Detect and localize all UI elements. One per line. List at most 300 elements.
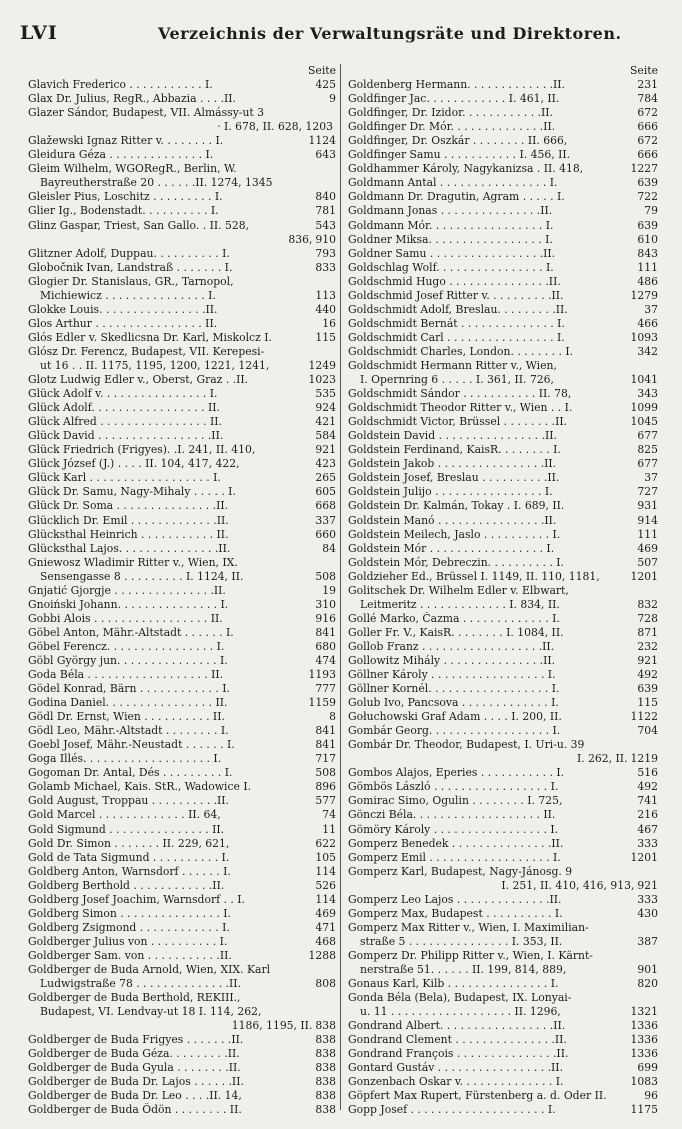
entry-text: Gontard Gustáv . . . . . . . . . . . . . . . . .II.	[348, 1061, 564, 1075]
entry-page: 793	[315, 246, 336, 260]
entry-text: Gönczi Béla. . . . . . . . . . . . . . . . . . . II.	[348, 808, 556, 822]
index-entry	[28, 808, 336, 822]
index-entry	[348, 935, 658, 949]
entry-text: Goldberger de Buda Gyula . . . . . . . .II.	[28, 1061, 241, 1075]
entry-text: Gödl Leo, Mähr.-Altstadt . . . . . . . . I.	[28, 724, 229, 738]
entry-page: 508	[315, 766, 336, 780]
index-entry	[348, 640, 658, 654]
entry-page: 677	[637, 429, 658, 443]
entry-page: 115	[315, 330, 336, 344]
index-entry	[348, 907, 658, 921]
entry-text: Gobbi Alois . . . . . . . . . . . . . . . . . II.	[28, 611, 223, 625]
entry-text: Goldfinger, Dr. Izidor. . . . . . . . . . . .II.	[348, 106, 553, 120]
entry-page: 111	[637, 260, 658, 274]
entry-text: Golamb Michael, Kais. StR., Wadowice I.	[28, 780, 252, 794]
entry-page: 639	[637, 682, 658, 696]
entry-text: Gold de Tata Sigmund . . . . . . . . . . I.	[28, 850, 230, 864]
index-entry	[28, 176, 336, 190]
entry-page: 777	[315, 682, 336, 696]
entry-text: Gold August, Troppau . . . . . . . . . .II.	[28, 794, 229, 808]
index-entry	[348, 176, 658, 190]
index-entry	[348, 148, 658, 162]
entry-page: 430	[637, 906, 658, 920]
entry-text: Goldstein Mór . . . . . . . . . . . . . . . . . I.	[348, 541, 555, 555]
entry-page: 1159	[308, 696, 336, 710]
entry-text: Glavich Frederico . . . . . . . . . . . I.	[28, 78, 213, 92]
index-entry	[348, 654, 658, 668]
index-entry	[28, 106, 336, 120]
entry-text: Glück Friedrich (Frigyes). .I. 241, II. 410,	[28, 443, 256, 457]
index-entry	[28, 148, 336, 162]
entry-page: 833	[315, 260, 336, 274]
index-entry	[348, 303, 658, 317]
entry-text: Goldberger de Buda Dr. Lajos . . . . . .II.	[28, 1075, 244, 1089]
entry-page: 841	[315, 724, 336, 738]
entry-text: Goldberger de Buda Arnold, Wien, XIX. Karl	[28, 963, 271, 976]
index-entry	[348, 457, 658, 471]
index-entry	[28, 556, 336, 570]
entry-page: 841	[315, 738, 336, 752]
entry-text: Glücksthal Lajos. . . . . . . . . . . . . . .II.	[28, 541, 231, 555]
index-entry	[28, 247, 336, 261]
entry-page: 105	[315, 850, 336, 864]
entry-page: 1099	[630, 401, 658, 415]
index-entry	[348, 471, 658, 485]
index-entry	[348, 331, 658, 345]
index-entry	[348, 1103, 658, 1117]
index-entry	[28, 1005, 336, 1019]
entry-page: 469	[315, 906, 336, 920]
entry-page: 492	[637, 780, 658, 794]
index-entry	[28, 710, 336, 724]
entry-page: 916	[315, 611, 336, 625]
entry-page: 1093	[630, 330, 658, 344]
entry-text: Goldberger Sam. von . . . . . . . . . . .II.	[28, 948, 232, 962]
entry-text: Goldschmidt Charles, London. . . . . . . . I.	[348, 344, 574, 358]
index-entry	[348, 443, 658, 457]
seite-label: Seite	[308, 64, 336, 77]
entry-text: Sensengasse 8 . . . . . . . . . I. 1124, II.	[40, 569, 244, 583]
seite-label: Seite	[630, 64, 658, 77]
entry-page: 468	[315, 934, 336, 948]
entry-page	[333, 106, 336, 120]
entry-page	[333, 120, 336, 134]
entry-text: Goller Fr. V., KaisR. . . . . . . . I. 1084, II.	[348, 625, 564, 639]
entry-page: 668	[315, 499, 336, 513]
entry-page: 16	[322, 316, 336, 330]
entry-text: Glazer Sándor, Budapest, VII. Almássy-ut 3	[28, 106, 265, 120]
entry-page: 838	[315, 1075, 336, 1089]
entry-text: Glück József (J.) . . . . II. 104, 417, 422,	[28, 457, 240, 471]
index-entry	[28, 373, 336, 387]
index-entry	[28, 654, 336, 668]
entry-page: 841	[315, 625, 336, 639]
entry-text: Goldschmidt Adolf, Breslau. . . . . . . . .II.	[348, 302, 568, 316]
entry-text: Goldner Miksa. . . . . . . . . . . . . . . . . I.	[348, 232, 553, 246]
index-entry	[28, 794, 336, 808]
entry-page: 704	[637, 724, 658, 738]
index-entry	[348, 261, 658, 275]
index-entry	[28, 570, 336, 584]
entry-text: Glück David . . . . . . . . . . . . . . . . .II.	[28, 429, 224, 443]
entry-page: 639	[637, 176, 658, 190]
entry-text: Glück Karl . . . . . . . . . . . . . . . . . . I.	[28, 471, 221, 485]
index-entry	[28, 359, 336, 373]
left-column	[28, 64, 336, 1118]
entry-text: Goldfinger Dr. Mór. . . . . . . . . . . . . .II.	[348, 120, 556, 134]
entry-page: 838	[315, 1103, 336, 1117]
entry-text: Goldzieher Ed., Brüssel I. 1149, II. 110, 1181,	[348, 569, 600, 583]
index-entry	[28, 401, 336, 415]
index-entry	[348, 584, 658, 598]
entry-page: 1249	[308, 358, 336, 372]
index-entry	[28, 485, 336, 499]
entry-page: 1336	[630, 1019, 658, 1033]
entry-page: 1175	[630, 1103, 658, 1117]
entry-page: 84	[322, 541, 336, 555]
index-entry	[348, 528, 658, 542]
entry-text: Godina Daniel. . . . . . . . . . . . . . . . II.	[28, 696, 228, 710]
entry-page: 467	[637, 822, 658, 836]
entry-page: 921	[315, 443, 336, 457]
index-entry	[348, 1047, 658, 1061]
index-entry	[28, 668, 336, 682]
index-entry	[348, 1005, 658, 1019]
entry-text: Gomirac Simo, Ogulin . . . . . . . . I. 725,	[348, 794, 563, 808]
entry-text: · I. 678, II. 628, 1203	[217, 120, 333, 134]
entry-text: Göbl György jun. . . . . . . . . . . . . . . I.	[28, 653, 228, 667]
entry-text: Gomperz Benedek . . . . . . . . . . . . . . .II.	[348, 836, 564, 850]
entry-text: Budapest, VI. Lendvay-ut 18 I. 114, 262,	[40, 1005, 262, 1019]
entry-page: 333	[637, 892, 658, 906]
index-entry	[28, 1019, 336, 1033]
entry-page: 825	[637, 443, 658, 457]
entry-page: 113	[315, 288, 336, 302]
entry-text: Gombár Dr. Theodor, Budapest, I. Uri-u. 39	[348, 738, 585, 752]
index-entry	[348, 233, 658, 247]
entry-text: Goldberger de Buda Dr. Leo . . . .II. 14,	[28, 1089, 242, 1103]
entry-text: Goldschmid Hugo . . . . . . . . . . . . . . .II.	[348, 274, 561, 288]
entry-page: 1201	[630, 569, 658, 583]
entry-text: Gonda Béla (Bela), Budapest, IX. Lonyai-	[348, 991, 572, 1005]
page-title: Verzeichnis der Verwaltungsräte und Direktoren.	[158, 24, 622, 43]
entry-page: 466	[637, 316, 658, 330]
index-entry	[28, 1089, 336, 1103]
index-entry	[28, 696, 336, 710]
entry-page: 921	[637, 653, 658, 667]
index-entry	[348, 556, 658, 570]
index-entry	[348, 499, 658, 513]
entry-page: 1288	[308, 948, 336, 962]
entry-page: 639	[637, 218, 658, 232]
index-entry	[348, 837, 658, 851]
entry-text: ut 16 . . II. 1175, 1195, 1200, 1221, 1241,	[40, 358, 270, 372]
entry-page: 421	[315, 415, 336, 429]
index-entry	[28, 766, 336, 780]
index-entry	[28, 219, 336, 233]
index-entry	[28, 261, 336, 275]
entry-page: 1193	[308, 668, 336, 682]
entry-page: 74	[322, 808, 336, 822]
entry-text: 836,	[288, 232, 313, 246]
entry-text: Goldmann Antal . . . . . . . . . . . . . . . . I.	[348, 176, 558, 190]
entry-page: 96	[644, 1089, 658, 1103]
entry-text: Gomperz Max Ritter v., Wien, I. Maximilian-	[348, 920, 589, 934]
index-entry	[28, 626, 336, 640]
entry-text: Glücksthal Heinrich . . . . . . . . . . . II.	[28, 527, 229, 541]
page-header	[0, 22, 682, 46]
entry-text: Goldstein Jakob . . . . . . . . . . . . . . . .II.	[348, 457, 557, 471]
entry-text: Goldenberg Hermann. . . . . . . . . . . . .II.	[348, 78, 565, 92]
index-entry	[348, 766, 658, 780]
entry-page: 722	[637, 190, 658, 204]
entry-page: 832	[637, 597, 658, 611]
entry-text: Goldschmidt Carl . . . . . . . . . . . . . . . . I.	[348, 330, 565, 344]
entry-page: 727	[637, 485, 658, 499]
index-entry	[348, 514, 658, 528]
entry-page: 37	[644, 302, 658, 316]
entry-page: 535	[315, 387, 336, 401]
entry-page: 37	[644, 471, 658, 485]
entry-text: Globočnik Ivan, Landstraß . . . . . . . I.	[28, 260, 233, 274]
entry-text: 1186, 1195, II.	[231, 1019, 313, 1033]
entry-page: 337	[315, 513, 336, 527]
entry-page: 492	[637, 668, 658, 682]
index-entry	[28, 387, 336, 401]
entry-text: Göbel Anton, Mähr.-Altstadt . . . . . . I.	[28, 625, 234, 639]
index-entry	[348, 78, 658, 92]
index-entry	[28, 584, 336, 598]
index-entry	[28, 499, 336, 513]
index-entry	[348, 345, 658, 359]
index-entry	[348, 724, 658, 738]
entry-text: Glokke Louis. . . . . . . . . . . . . . . .II.	[28, 302, 218, 316]
index-entry	[28, 542, 336, 556]
entry-text: Gomperz Leo Lajos . . . . . . . . . . . . . .II.	[348, 892, 562, 906]
entry-text: Goldschmidt Hermann Ritter v., Wien,	[348, 358, 557, 372]
entry-text: Gopp Josef . . . . . . . . . . . . . . . . . . . . I.	[348, 1103, 556, 1117]
entry-page: 333	[637, 836, 658, 850]
index-entry	[348, 542, 658, 556]
entry-text: Goldschmidt Sándor . . . . . . . . . . . II. 78,	[348, 387, 572, 401]
index-entry	[28, 724, 336, 738]
index-entry	[348, 682, 658, 696]
index-entry	[348, 668, 658, 682]
entry-page: 643	[315, 148, 336, 162]
entry-text: Goldschmidt Theodor Ritter v., Wien . . I.	[348, 401, 573, 415]
index-entry	[348, 879, 658, 893]
entry-text: Gogoman Dr. Antal, Dés . . . . . . . . . I.	[28, 766, 233, 780]
index-entry	[28, 893, 336, 907]
entry-text: Gomperz Emil . . . . . . . . . . . . . . . . . . I.	[348, 850, 561, 864]
entry-text: Glax Dr. Julius, RegR., Abbazia . . . .II.	[28, 92, 236, 106]
entry-text: I. Opernring 6 . . . . . I. 361, II. 726,	[360, 373, 554, 387]
index-entry	[28, 865, 336, 879]
entry-page: 508	[315, 569, 336, 583]
entry-text: Goldberg Josef Joachim, Warnsdorf . . I.	[28, 892, 245, 906]
index-entry	[28, 752, 336, 766]
entry-page	[655, 584, 658, 598]
index-entry	[28, 317, 336, 331]
entry-text: Gnoiński Johann. . . . . . . . . . . . . . . I.	[28, 597, 229, 611]
entry-text: Golitschek Dr. Wilhelm Edler v. Elbwart,	[348, 583, 569, 597]
entry-page: 838	[315, 1019, 336, 1033]
index-entry	[348, 92, 658, 106]
entry-page: 672	[637, 134, 658, 148]
index-entry	[348, 219, 658, 233]
index-entry	[348, 808, 658, 822]
index-entry	[28, 78, 336, 92]
entry-text: Golub Ivo, Pancsova . . . . . . . . . . . . . I.	[348, 696, 559, 710]
index-entry	[28, 1061, 336, 1075]
entry-text: Goldfinger Samu . . . . . . . . . . . I. 456, II.	[348, 148, 571, 162]
entry-page: 8	[329, 710, 336, 724]
entry-text: Goldberger de Buda Frigyes . . . . . . .II.	[28, 1033, 244, 1047]
column-divider	[340, 64, 341, 1110]
index-entry	[28, 190, 336, 204]
entry-text: Bayreutherstraße 20 . . . . . .II. 1274, 1345	[40, 176, 273, 190]
index-entry	[28, 92, 336, 106]
entry-page: 1124	[308, 134, 336, 148]
entry-page: 1083	[630, 1075, 658, 1089]
index-entry	[348, 1089, 658, 1103]
entry-text: Glück Adolf. . . . . . . . . . . . . . . . . II.	[28, 401, 220, 415]
entry-page: 1023	[308, 373, 336, 387]
entry-page: 605	[315, 485, 336, 499]
index-entry	[28, 598, 336, 612]
entry-text: Glück Dr. Soma . . . . . . . . . . . . . . .II.	[28, 499, 229, 513]
index-entry	[28, 429, 336, 443]
index-entry	[28, 921, 336, 935]
entry-page	[655, 359, 658, 373]
index-entry	[348, 921, 658, 935]
entry-text: Gold Sigmund . . . . . . . . . . . . . . . II.	[28, 822, 225, 836]
index-entry	[348, 570, 658, 584]
index-entry	[348, 612, 658, 626]
entry-text: Glück Alfred . . . . . . . . . . . . . . . . II.	[28, 415, 222, 429]
entry-page: 584	[315, 429, 336, 443]
entry-page: 1336	[630, 1033, 658, 1047]
index-entry	[348, 373, 658, 387]
entry-page: 741	[637, 794, 658, 808]
page-number: LVI	[20, 22, 58, 44]
index-entry	[348, 162, 658, 176]
entry-text: Gondrand François . . . . . . . . . . . . . . .II.	[348, 1047, 569, 1061]
entry-page: 1321	[630, 1005, 658, 1019]
entry-page: 111	[637, 527, 658, 541]
entry-text: Gomperz Max, Budapest . . . . . . . . . . I.	[348, 906, 563, 920]
entry-text: Gollob Franz . . . . . . . . . . . . . . . . . .II.	[348, 639, 555, 653]
entry-text: Gombos Alajos, Eperies . . . . . . . . . . . I.	[348, 766, 565, 780]
index-entry	[348, 977, 658, 991]
entry-page: 896	[315, 780, 336, 794]
index-entry	[28, 991, 336, 1005]
entry-page: 9	[329, 92, 336, 106]
entry-text: Gonzenbach Oskar v. . . . . . . . . . . . . . I.	[348, 1075, 564, 1089]
entry-page: 469	[637, 541, 658, 555]
index-entry	[348, 204, 658, 218]
entry-page: 423	[315, 457, 336, 471]
entry-text: straße 5 . . . . . . . . . . . . . . . I. 353, II.	[360, 934, 563, 948]
entry-text: Gödel Konrad, Bärn . . . . . . . . . . . . I.	[28, 682, 230, 696]
entry-page	[333, 991, 336, 1005]
index-entry	[28, 1075, 336, 1089]
entry-page: 838	[315, 1061, 336, 1075]
index-entry	[28, 120, 336, 134]
entry-page: 914	[637, 513, 658, 527]
entry-page: 1219	[630, 752, 658, 766]
index-entry	[28, 935, 336, 949]
entry-text: Glogier Dr. Stanislaus, GR., Tarnopol,	[28, 274, 234, 288]
entry-page	[655, 865, 658, 879]
index-entry	[348, 1061, 658, 1075]
index-entry	[28, 640, 336, 654]
entry-page: 728	[637, 611, 658, 625]
right-column	[348, 64, 658, 1118]
index-entry	[348, 1075, 658, 1089]
entry-text: Gonaus Karl, Kilb . . . . . . . . . . . . . . . I.	[348, 977, 559, 991]
entry-text: Glücklich Dr. Emil . . . . . . . . . . . . .II.	[28, 513, 229, 527]
entry-page: 610	[637, 232, 658, 246]
entry-page: 838	[315, 1047, 336, 1061]
entry-text: Goldfinger, Dr. Oszkár . . . . . . . . II. 666,	[348, 134, 568, 148]
index-entry	[348, 949, 658, 963]
entry-text: Glück Adolf v. . . . . . . . . . . . . . . . I.	[28, 387, 218, 401]
entry-page: 699	[637, 1061, 658, 1075]
index-entry	[348, 893, 658, 907]
index-entry	[348, 1033, 658, 1047]
index-entry	[348, 752, 658, 766]
entry-page: 666	[637, 120, 658, 134]
entry-text: Goda Béla . . . . . . . . . . . . . . . . . . II.	[28, 668, 224, 682]
entry-text: Michiewicz . . . . . . . . . . . . . . . I.	[40, 288, 216, 302]
entry-text: Leitmeritz . . . . . . . . . . . . . I. 834, II.	[360, 597, 560, 611]
entry-page: 910	[315, 232, 336, 246]
entry-text: Goldstein Ferdinand, KaisR. . . . . . . . I.	[348, 443, 561, 457]
entry-page: 784	[637, 92, 658, 106]
entry-text: Goldner Samu . . . . . . . . . . . . . . . . .II.	[348, 246, 556, 260]
entry-page: 507	[637, 555, 658, 569]
index-entry	[348, 401, 658, 415]
index-entry	[348, 738, 658, 752]
entry-page: 577	[315, 794, 336, 808]
index-entry	[348, 598, 658, 612]
entry-page: 343	[637, 387, 658, 401]
entry-page	[333, 556, 336, 570]
entry-page: 474	[315, 653, 336, 667]
entry-page	[655, 949, 658, 963]
index-entry	[348, 289, 658, 303]
index-entry	[28, 303, 336, 317]
entry-text: Goldstein Manó . . . . . . . . . . . . . . . .II.	[348, 513, 557, 527]
entry-text: Goldschmidt Bernát . . . . . . . . . . . . . . I.	[348, 316, 565, 330]
entry-page: 231	[637, 78, 658, 92]
index-entry	[28, 1047, 336, 1061]
entry-page: 1201	[630, 850, 658, 864]
entry-page: 310	[315, 597, 336, 611]
index-entry	[348, 626, 658, 640]
entry-text: Gołuchowski Graf Adam . . . . I. 200, II.	[348, 710, 562, 724]
entry-page: 471	[315, 920, 336, 934]
entry-text: Goebl Josef, Mähr.-Neustadt . . . . . . I.	[28, 738, 235, 752]
entry-text: Gleidura Géza . . . . . . . . . . . . . . I.	[28, 148, 214, 162]
entry-text: Goldberg Berthold . . . . . . . . . . . .II.	[28, 878, 225, 892]
entry-page: 114	[315, 892, 336, 906]
entry-text: Gniewosz Wladimir Ritter v., Wien, IX.	[28, 555, 238, 569]
index-entry	[28, 780, 336, 794]
entry-page	[333, 162, 336, 176]
entry-page: 1045	[630, 415, 658, 429]
